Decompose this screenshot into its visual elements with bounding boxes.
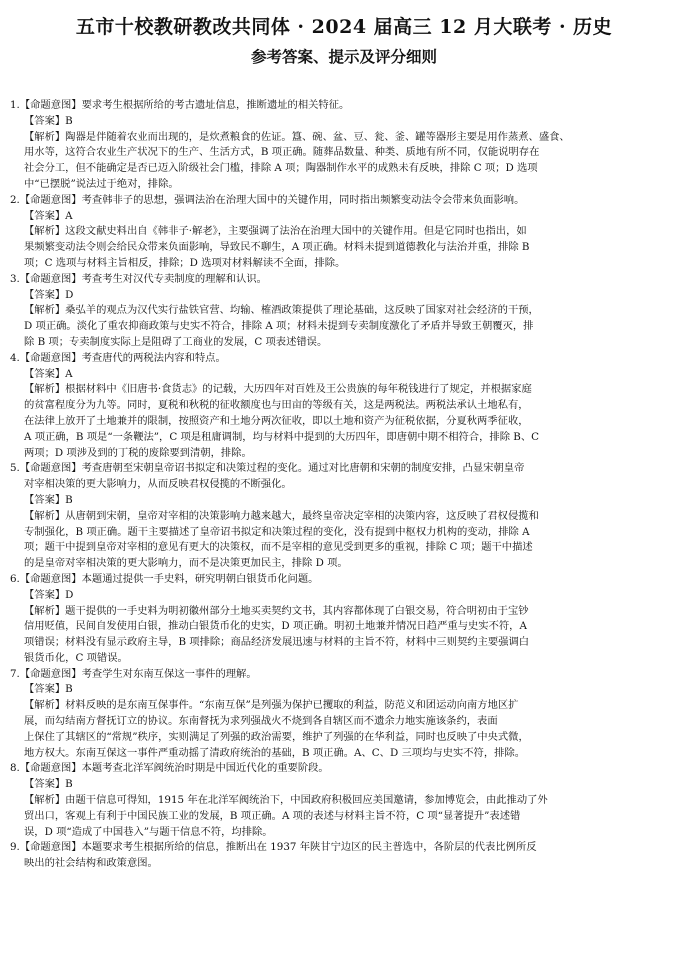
question-heading: 8.【命题意图】本题考查北洋军阀统治时期是中国近代化的重要阶段。 <box>10 762 329 775</box>
question-line: 【解析】材料反映的是东南互保事件。“东南互保”是列强为保护已攫取的利益，防范义和团运动向南方地区扩 <box>24 699 519 712</box>
question-line: 在法律上放开了土地兼并的限制，按照资产和土地分两次征收，即以土地和资产为征税依据，分夏秋两季征收， <box>24 414 529 427</box>
question-line: 果频繁变动法令则会给民众带来负面影响，导致民不聊生，A 项正确。材料未提到道德教化与法治并重，排除 B <box>24 241 530 254</box>
page-title: 五市十校教研教改共同体 · 2024 届高三 12 月大联考 · 历史 <box>75 16 613 38</box>
question-line: 【答案】B <box>24 778 73 791</box>
question-line: 【解析】从唐朝到宋朝，皇帝对宰相的决策影响力越来越大，最终皇帝决定宰相的决策内容，这反映了君权侵揽和 <box>24 509 539 522</box>
question-heading: 7.【命题意图】考查学生对东南互保这一事件的理解。 <box>10 667 257 680</box>
question-line: 误，D 项“造成了中国巷入”与题干信息不符，均排除。 <box>24 825 273 838</box>
question-line: 的贫富程度分为九等。同时，夏税和秋税的征收额度也与田亩的等级有关，这是两税法。两税法承认土地私有， <box>24 399 529 412</box>
question-line: 项错误；材料没有显示政府主导，B 项排除；商品经济发展迅速与材料的主旨不符，材料中三则契约主要强调白 <box>24 636 530 649</box>
question-line: 两项；D 项涉及到的丁税的废除要到清朝，排除。 <box>24 446 252 459</box>
question-block <box>10 98 678 193</box>
question-heading: 3.【命题意图】考查考生对汉代专卖制度的理解和认识。 <box>10 272 267 285</box>
question-line: 【答案】D <box>24 588 74 601</box>
question-heading: 9.【命题意图】本题要求考生根据所给的信息，推断出在 1937 年陕甘宁边区的民主普选中，各阶层的代表比例所反 <box>10 841 537 854</box>
question-line: 【解析】根据材料中《旧唐书·食货志》的记载，大历四年对百姓及王公贵族的每年税钱进行了规定，并根据家庭 <box>24 383 532 396</box>
question-line: 【答案】D <box>24 288 74 301</box>
page-subtitle: 参考答案、提示及评分细则 <box>250 47 437 66</box>
question-line: 【解析】由题干信息可得知，1915 年在北洋军阀统治下，中国政府积极回应美国邀请，参加博览会，由此推动了外 <box>24 794 548 807</box>
question-heading: 1.【命题意图】要求考生根据所给的考古遗址信息，推断遗址的相关特征。 <box>10 99 350 111</box>
question-block <box>10 840 678 872</box>
question-block <box>10 761 678 840</box>
question-line: 【答案】B <box>24 683 73 696</box>
question-line: 【解析】陶器是伴随着农业而出现的，是炊煮粮食的佐证。簋、碗、盆、豆、瓮、釜、罐等器形主要是用作蒸煮、盛食、 <box>24 130 570 143</box>
question-line: 中“已摆脱”说法过于绝对，排除。 <box>24 177 179 190</box>
question-line: 【解析】桑弘羊的观点为汉代实行盐铁官营、均输、榷酒政策提供了理论基础，这反映了国家对社会经济的干预， <box>24 304 539 317</box>
question-heading: 6.【命题意图】本题通过提供一手史料，研究明朝白银货币化问题。 <box>10 572 319 585</box>
question-block <box>10 461 678 572</box>
question-line: 银货币化，C 项错误。 <box>24 651 128 664</box>
question-heading: 4.【命题意图】考查唐代的两税法内容和特点。 <box>10 351 226 364</box>
question-line: 映出的社会结构和政策意图。 <box>24 857 158 870</box>
question-block <box>10 272 678 351</box>
question-line: 项；题干中提到皇帝对宰相的意见有更大的决策权，而不是宰相的意见受到更多的重视，排除 C 项；题干中描述 <box>24 541 533 554</box>
question-line: 【答案】A <box>24 367 73 380</box>
question-line: 社会分工，但不能确定是否已迈入阶级社会门槛，排除 A 项；陶器制作水平的成熟未有反映，排除 C 项；D 选项 <box>24 162 538 175</box>
question-line: 用水等，这符合农业生产状况下的生产、生活方式，B 项正确。随葬品数量、种类、质地有所不同，仅能说明存在 <box>24 146 540 159</box>
question-block <box>10 572 678 667</box>
question-line: 对宰相决策的更大影响力，从而反映君权侵揽的不断强化。 <box>24 478 292 491</box>
question-block <box>10 193 678 272</box>
question-line: 【解析】这段文献史料出自《韩非子·解老》，主要强调了法治在治理大国中的关键作用。但是它同时也指出，如 <box>24 225 527 238</box>
question-line: 项；C 选项与材料主旨相反，排除；D 选项对材料解读不全面，排除。 <box>24 256 346 269</box>
question-line: 地方权大。东南互保这一事件严重动摇了清政府统治的基础，B 项正确。A、C、D 三项均与史实不符，排除。 <box>24 746 526 759</box>
question-line: 【答案】B <box>24 493 73 506</box>
question-heading: 5.【命题意图】考查唐朝至宋朝皇帝诏书拟定和决策过程的变化。通过对比唐朝和宋朝的制度安排，凸显宋朝皇帝 <box>10 462 525 475</box>
question-line: 信用贬值，民间自发使用白银，推动白银货币化的史实，D 项正确。明初土地兼并情况日趋严重与史实不符，A <box>24 620 527 633</box>
question-line: 的是皇帝对宰相决策的更大影响力，而不是决策更加民主，排除 D 项。 <box>24 557 348 570</box>
question-line: 上保住了其辖区的“常规”秩序，实则满足了列强的政治需要，维护了列强的在华利益，同时也反映了中央式微， <box>24 730 529 743</box>
question-line: 【答案】A <box>24 209 73 222</box>
question-line: A 项正确，B 项是“一条鞭法”，C 项是租庸调制，均与材料中提到的大历四年，即唐朝中期不相符合，排除 B、C <box>24 430 540 443</box>
question-block <box>10 351 678 462</box>
question-line: 【答案】B <box>24 114 73 127</box>
question-line: 【解析】题干提供的一手史料为明初徽州部分土地买卖契约文书，其内容都体现了白银交易，符合明初由于宝钞 <box>24 604 529 617</box>
answer-body <box>10 98 678 872</box>
question-line: 专制强化，B 项正确。题干主要描述了皇帝诏书拟定和决策过程的变化，没有提到中枢权力机构的变动，排除 A <box>24 525 530 538</box>
question-line: 除 B 项；专卖制度实际上是阻碍了工商业的发展，C 项表述错误。 <box>24 335 328 348</box>
question-line: D 项正确。淡化了重农抑商政策与史实不符合，排除 A 项；材料未提到专卖制度激化了矛盾并导致王朝覆灭，排 <box>24 320 534 333</box>
question-heading: 2.【命题意图】考查韩非子的思想，强调法治在治理大国中的关键作用，同时指出频繁变动法令会带来负面影响。 <box>10 193 525 206</box>
question-line: 展，而勾结南方督抚订立的协议。东南督抚为求列强战火不烧到各自辖区而不遗余力地实施该条约，表面 <box>24 715 498 728</box>
question-line: 贸出口，客观上有利于中国民族工业的发展，B 项正确。A 项的表述与材料主旨不符，C 项“显著提升”表述错 <box>24 809 521 822</box>
question-block <box>10 667 678 762</box>
